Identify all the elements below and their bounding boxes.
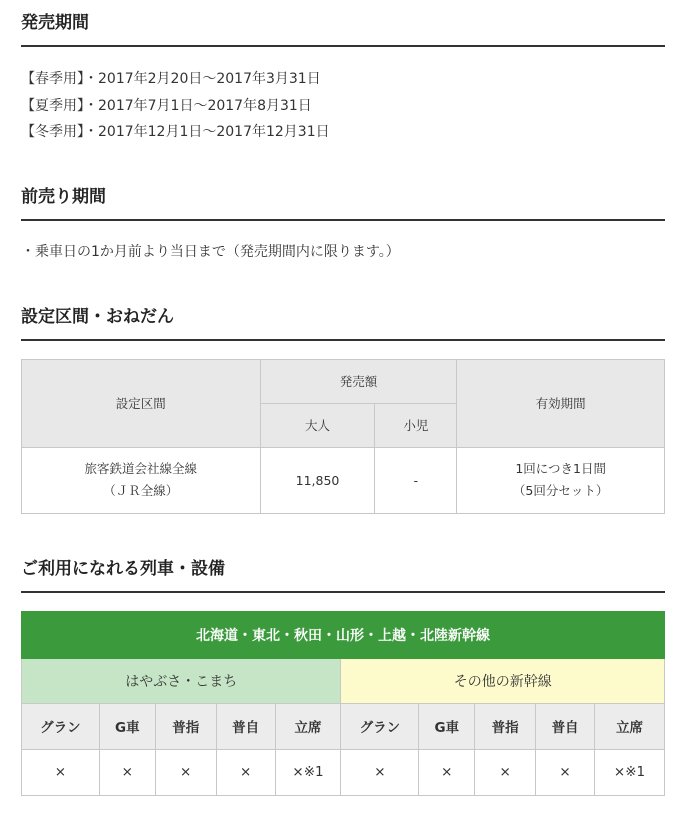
presale-period-heading: 前売り期間 — [21, 182, 665, 221]
col-validity-header: 有効期間 — [457, 359, 665, 447]
trains-table — [21, 611, 665, 796]
col-standing: 立席 — [275, 703, 341, 749]
pricing-heading: 設定区間・おねだん — [21, 302, 665, 341]
trains-heading: ご利用になれる列車・設備 — [21, 554, 665, 593]
availability-cell: × — [22, 749, 100, 795]
col-gran: グラン — [22, 703, 100, 749]
presale-period-text: ・乗車日の1か月前より当日まで（発売期間内に限ります。） — [21, 243, 400, 260]
availability-cell: × — [475, 749, 536, 795]
col-price-header: 発売額 — [260, 359, 457, 403]
group-other-shinkansen: その他の新幹線 — [341, 658, 665, 703]
col-child-header: 小児 — [375, 403, 457, 447]
trains-table-title: 北海道・東北・秋田・山形・上越・北陸新幹線 — [22, 611, 665, 658]
adult-price-cell: 11,850 — [260, 447, 375, 513]
col-green-car: G車 — [99, 703, 155, 749]
col-gran: グラン — [341, 703, 419, 749]
sale-period-item: 【春季用】・2017年2月20日〜2017年3月31日 — [21, 71, 321, 87]
sale-period-item: 【冬季用】・2017年12月1日〜2017年12月31日 — [21, 124, 330, 140]
availability-cell: ×※1 — [275, 749, 341, 795]
table-row — [22, 749, 665, 795]
section-cell: 旅客鉄道会社線全線 （ＪＲ全線） — [22, 447, 261, 513]
availability-cell: × — [341, 749, 419, 795]
content — [21, 0, 665, 796]
col-nonreserved: 普自 — [536, 703, 595, 749]
col-reserved: 普指 — [155, 703, 216, 749]
child-price-cell: - — [375, 447, 457, 513]
sale-period-item: 【夏季用】・2017年7月1日〜2017年8月31日 — [21, 97, 312, 114]
availability-cell: × — [536, 749, 595, 795]
col-section-header: 設定区間 — [22, 359, 261, 447]
col-reserved: 普指 — [475, 703, 536, 749]
group-hayabusa-komachi: はやぶさ・こまち — [22, 658, 341, 703]
col-green-car: G車 — [419, 703, 475, 749]
col-nonreserved: 普自 — [216, 703, 275, 749]
availability-cell: × — [216, 749, 275, 795]
sale-period-list — [21, 66, 665, 146]
table-row — [22, 447, 665, 513]
pricing-table — [21, 359, 665, 514]
availability-cell: × — [419, 749, 475, 795]
trains-header-row — [22, 703, 665, 749]
col-adult-header: 大人 — [260, 403, 375, 447]
availability-cell: × — [155, 749, 216, 795]
validity-cell: 1回につき1日間 （5回分セット） — [457, 447, 665, 513]
availability-cell: × — [99, 749, 155, 795]
col-standing: 立席 — [595, 703, 665, 749]
sale-period-heading: 発売期間 — [21, 8, 665, 47]
availability-cell: ×※1 — [595, 749, 665, 795]
